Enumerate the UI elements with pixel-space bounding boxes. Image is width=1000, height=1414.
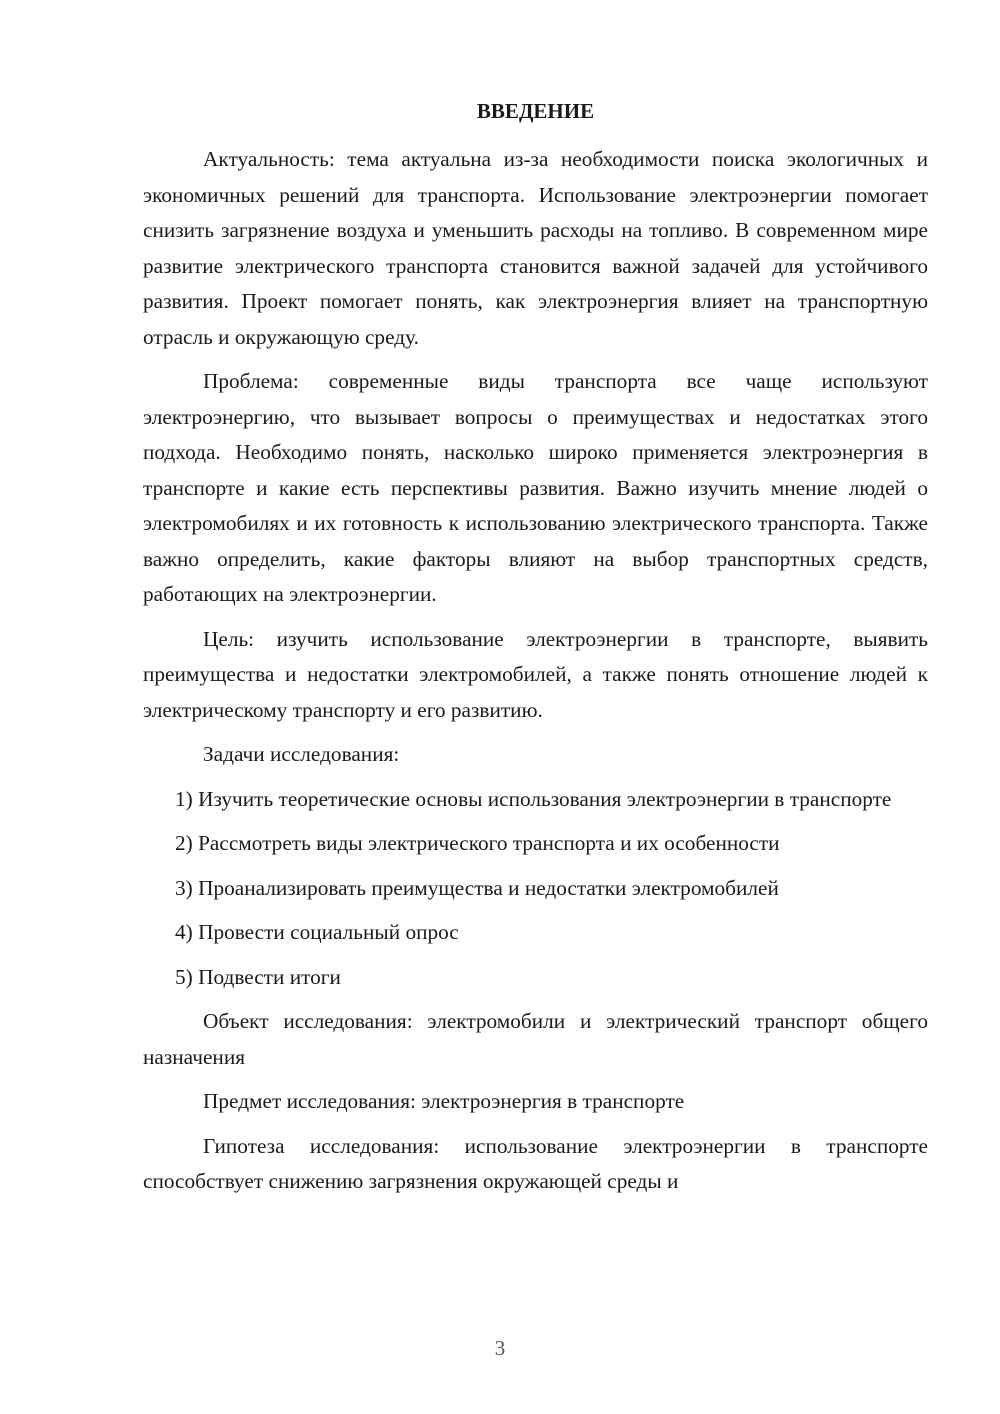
list-item: 2) Рассмотреть виды электрического транспорта и их особенности <box>175 831 780 855</box>
document-body <box>143 142 928 1200</box>
paragraph-object: Объект исследования: электромобили и электрический транспорт общего назначения <box>143 1009 928 1069</box>
list-item: 1) Изучить теоретические основы использования электроэнергии в транспорте <box>175 786 892 811</box>
section-title: ВВЕДЕНИЕ <box>476 99 595 123</box>
page-number: 3 <box>494 1336 506 1360</box>
paragraph-relevance: Актуальность: тема актуальна из-за необходимости поиска экологичных и экономичных решений для транспорта. Использование электроэнергии помогает снизить загрязнение воздуха и уменьшить расходы на топливо. В современном мире развитие электрического транспорта становится важной задачей для устойчивого развития. Проект помогает понять, как электроэнергия влияет на транспортную отрасль и окружающую среду. <box>143 147 928 349</box>
list-item: 5) Подвести итоги <box>175 964 341 989</box>
paragraph-hypothesis: Гипотеза исследования: использование электроэнергии в транспорте способствует снижению загрязнения окружающей среды и <box>143 1133 928 1193</box>
paragraph-subject: Предмет исследования: электроэнергия в транспорте <box>203 1089 685 1113</box>
paragraph-tasks-heading: Задачи исследования: <box>203 742 400 766</box>
list-item: 4) Провести социальный опрос <box>175 920 459 944</box>
list-item: 3) Проанализировать преимущества и недостатки электромобилей <box>175 875 779 900</box>
paragraph-goal: Цель: изучить использование электроэнергии в транспорте, выявить преимущества и недостатки электромобилей, а также понять отношение людей к электрическому транспорту и его развитию. <box>143 626 928 722</box>
paragraph-problem: Проблема: современные виды транспорта все чаще используют электроэнергию, что вызывает вопросы о преимуществах и недостатках этого подхода. Необходимо понять, насколько широко применяется электроэнергия в транспорте и какие есть перспективы развития. Важно изучить мнение людей о электромобилях и их готовность к использованию электрического транспорта. Также важно определить, какие факторы влияют на выбор транспортных средств, работающих на электроэнергии. <box>143 369 928 606</box>
